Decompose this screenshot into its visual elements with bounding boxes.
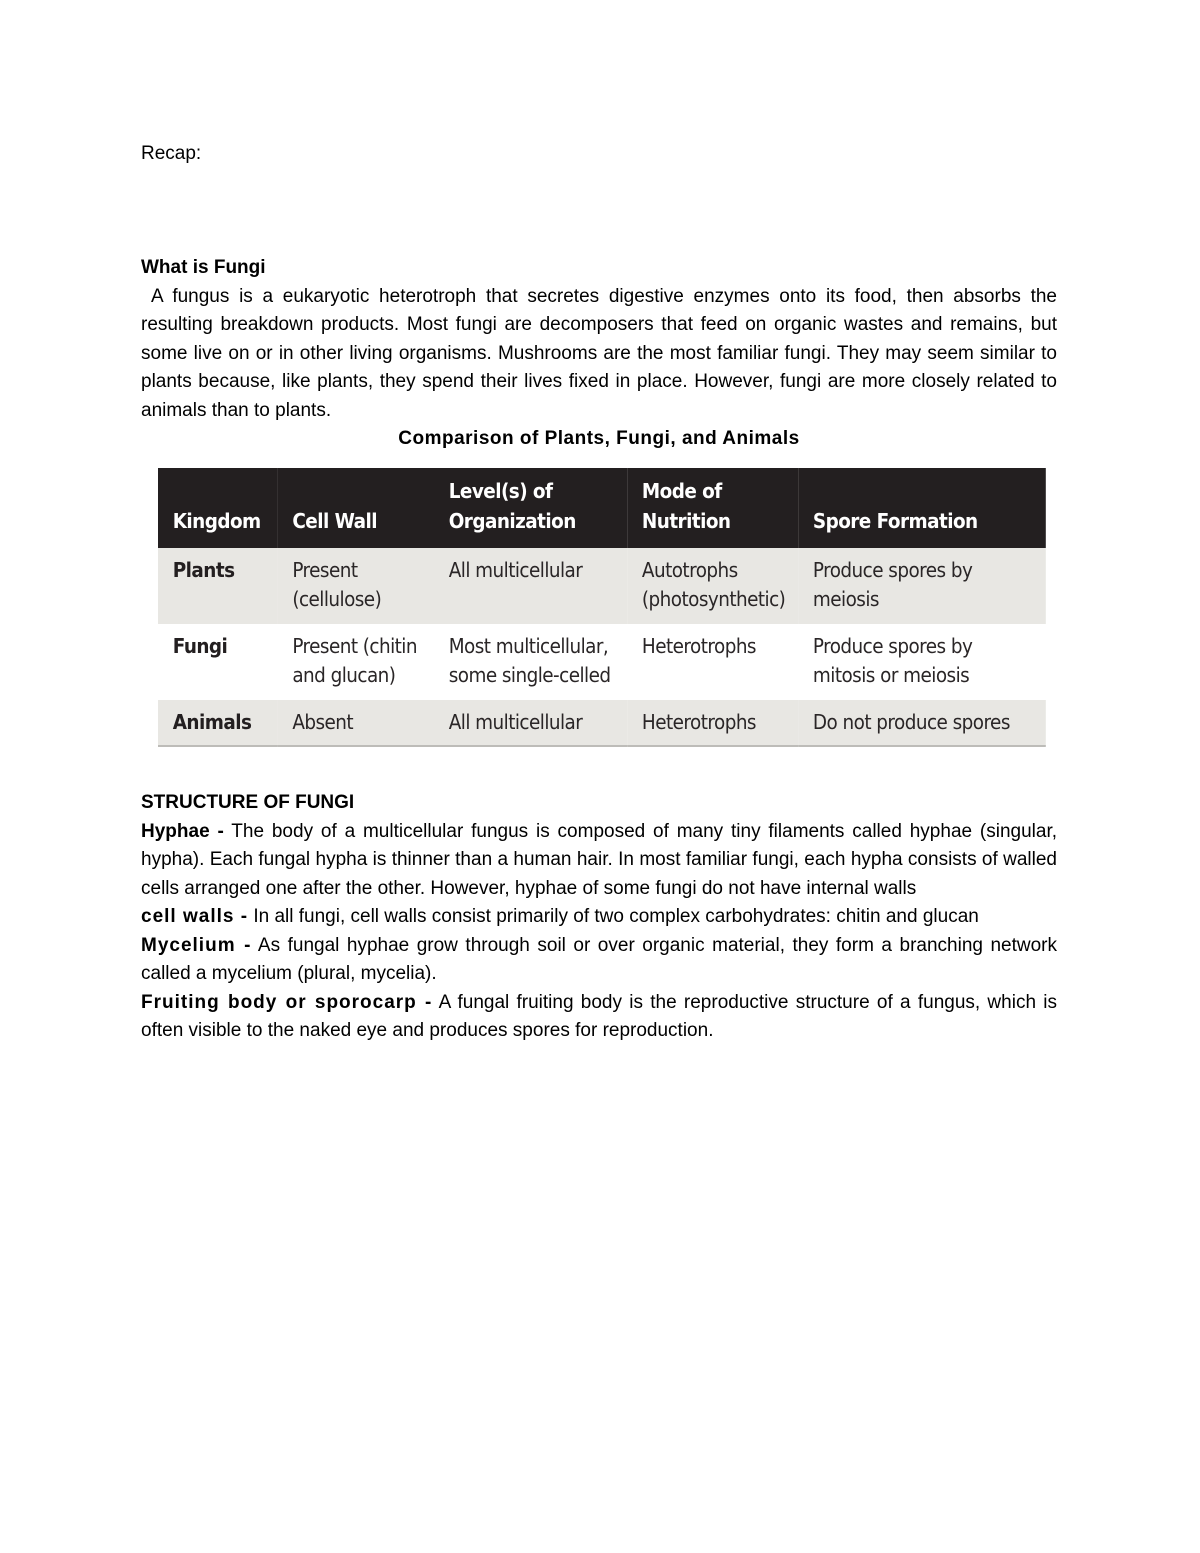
header-cell-wall: Cell Wall	[278, 468, 434, 548]
structure-item-hyphae	[141, 818, 1057, 904]
structure-item-fruiting-body	[141, 989, 1057, 1046]
table-cell: Animals	[158, 700, 278, 746]
recap-label: Recap:	[141, 143, 202, 164]
what-is-fungi-heading: What is Fungi	[141, 257, 266, 278]
comparison-table	[158, 468, 1046, 747]
term-definition: As fungal hyphae grow through soil or over organic material, they form a branching network called a mycelium (plural, mycelia).	[141, 934, 1057, 984]
what-is-fungi-text: A fungus is a eukaryotic heterotroph that secretes digestive enzymes onto its food, then absorbs the resulting breakdown products. Most fungi are decomposers that feed on organic wastes and remains, but some live on or in other living organisms. Mushrooms are the most familiar fungi. They may seem similar to plants because, like plants, they spend their lives fixed in place. However, fungi are more closely related to animals than to plants.	[141, 285, 1057, 421]
term-definition: The body of a multicellular fungus is composed of many tiny filaments called hyphae (singular, hypha). Each fungal hypha is thinner than a human hair. In most familiar fungi, each hypha consists of walled cells arranged one after the other. However, hyphae of some fungi do not have internal walls	[141, 820, 1058, 899]
table-row	[158, 700, 1046, 746]
table-cell: Most multicellular, some single-celled	[434, 624, 627, 700]
table-cell: All multicellular	[434, 548, 627, 624]
header-organization: Level(s) of Organization	[434, 468, 627, 548]
term-definition: A fungal fruiting body is the reproductive structure of a fungus, which is often visible to the naked eye and produces spores for reproduction.	[141, 991, 1057, 1041]
table-cell: Present (chitin and glucan)	[278, 624, 434, 700]
what-is-fungi-section	[141, 254, 1057, 454]
table-cell: Produce spores by meiosis	[798, 548, 1046, 624]
table-row	[158, 548, 1046, 624]
table-row	[158, 624, 1046, 700]
table-cell: Produce spores by mitosis or meiosis	[798, 624, 1046, 700]
table-caption: Comparison of Plants, Fungi, and Animals	[398, 428, 800, 449]
table-cell: Fungi	[158, 624, 278, 700]
table-cell: Heterotrophs	[627, 700, 798, 746]
table-header-row	[158, 468, 1046, 548]
table-cell: Autotrophs (photosynthetic)	[627, 548, 798, 624]
header-spore-formation: Spore Formation	[798, 468, 1046, 548]
what-is-fungi-paragraph	[141, 283, 1057, 426]
table-cell: Present (cellulose)	[278, 548, 434, 624]
term-label: Hyphae -	[141, 820, 224, 842]
term-label: cell walls -	[141, 906, 249, 927]
table-cell: Do not produce spores	[798, 700, 1046, 746]
table-cell: Heterotrophs	[627, 624, 798, 700]
structure-of-fungi-section	[141, 789, 1057, 1046]
structure-heading: STRUCTURE OF FUNGI	[141, 792, 355, 813]
header-kingdom: Kingdom	[158, 468, 278, 548]
header-nutrition: Mode of Nutrition	[627, 468, 798, 548]
comparison-table-wrapper	[158, 468, 1046, 747]
table-cell: Plants	[158, 548, 278, 624]
term-label: Fruiting body or sporocarp -	[141, 991, 433, 1013]
table-cell: All multicellular	[434, 700, 627, 746]
table-cell: Absent	[278, 700, 434, 746]
term-definition: In all fungi, cell walls consist primarily of two complex carbohydrates: chitin and glucan	[253, 906, 979, 927]
term-label: Mycelium -	[141, 934, 252, 956]
structure-item-cell-walls	[141, 903, 1057, 932]
structure-item-mycelium	[141, 932, 1057, 989]
